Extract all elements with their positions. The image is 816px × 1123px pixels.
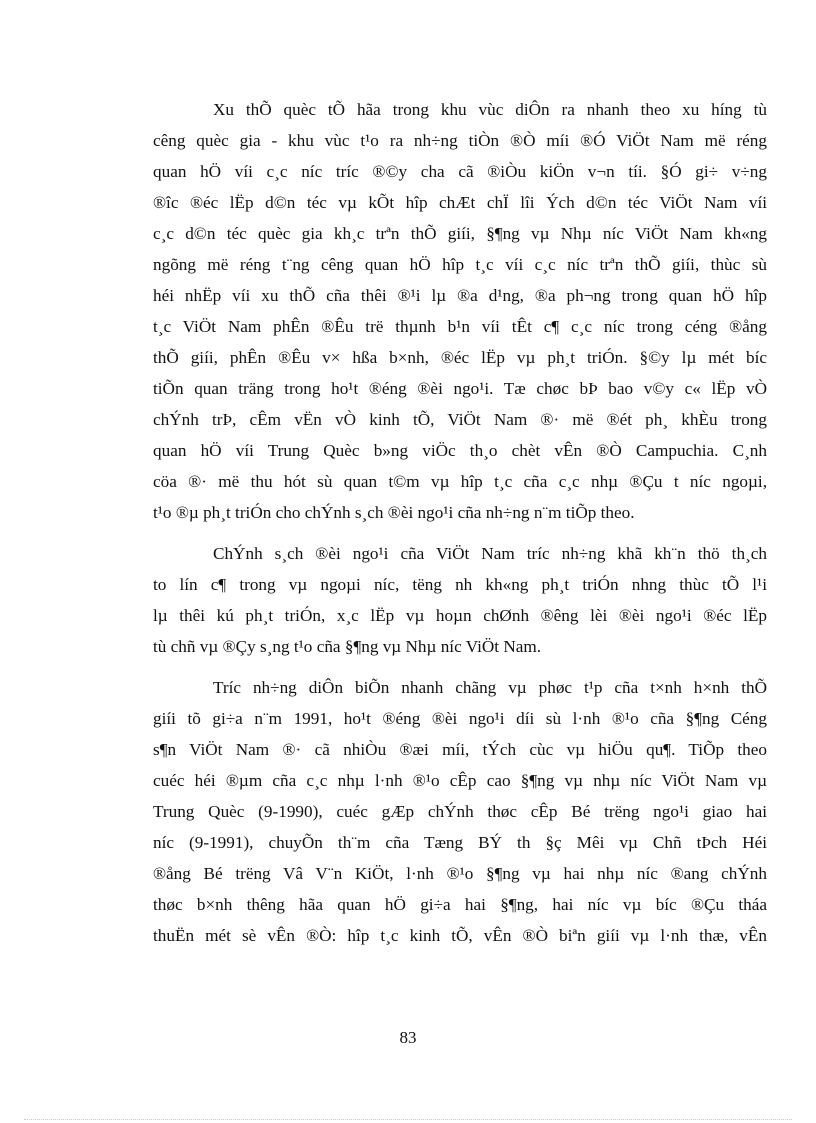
text-line: giíi tõ gi÷a n¨m 1991, ho¹t ®éng ®èi ngo¹i díi sù l·nh ®¹o cña §¶ng Céng [153,709,767,728]
text-line: chÝnh trÞ, cÊm vËn vÒ kinh tÕ, ViÖt Nam ®· më ®ét ph¸ khÈu trong [153,410,767,429]
paragraph-1 [153,94,767,528]
text-line: to lín c¶ trong vµ ngoµi níc, tëng nh kh«ng ph¸t triÓn nhng thùc tÕ l¹i [153,575,767,594]
text-line: thuËn mét sè vÊn ®Ò: hîp t¸c kinh tÕ, vÊn ®Ò biªn giíi vµ l·nh thæ, vÊn [153,926,767,945]
text-line: thÕ giíi, phÊn ®Êu v× hßa b×nh, ®éc lËp vµ ph¸t triÓn. §©y lµ mét bíc [153,348,767,367]
text-line: quan hÖ víi c¸c níc tríc ®©y cha cã ®iÒu kiÖn v¬n tíi. §Ó gi÷ v÷ng [153,162,767,181]
paragraph-3 [153,672,767,951]
text-line: tiÕn quan träng trong ho¹t ®éng ®èi ngo¹i. Tæ chøc bÞ bao v©y c« lËp vÒ [153,379,767,398]
text-line: héi nhËp víi xu thÕ cña thêi ®¹i lµ ®a d¹ng, ®a ph¬ng trong quan hÖ hîp [153,286,767,305]
text-line: ngõng më réng t¨ng cêng quan hÖ hîp t¸c víi c¸c níc trªn thÕ giíi, thùc sù [153,255,767,274]
text-line: ®îc ®éc lËp d©n téc vµ kÕt hîp chÆt chÏ lîi Ých d©n téc ViÖt Nam víi [153,193,767,212]
text-line: Tríc nh÷ng diÔn biÕn nhanh chãng vµ phøc t¹p cña t×nh h×nh thÕ [213,678,767,697]
page-number: 83 [399,1028,417,1047]
text-line: Trung Quèc (9-1990), cuéc gÆp chÝnh thøc cÊp Bé trëng ngo¹i giao hai [153,802,767,821]
text-line: t¹o ®µ ph¸t triÓn cho chÝnh s¸ch ®èi ngo¹i cña nh÷ng n¨m tiÕp theo. [153,503,635,522]
text-line: cuéc héi ®µm cña c¸c nhµ l·nh ®¹o cÊp cao §¶ng vµ nhµ níc ViÖt Nam vµ [153,771,767,790]
text-line: níc (9-1991), chuyÕn th¨m cña Tæng BÝ th §ç Mêi vµ Chñ tÞch Héi [153,833,767,852]
text-body [153,94,767,961]
text-line: c¸c d©n téc quèc gia kh¸c trªn thÕ giíi, §¶ng vµ Nhµ níc ViÖt Nam kh«ng [153,224,767,243]
text-line: lµ thêi kú ph¸t triÓn, x¸c lËp vµ hoµn chØnh ®êng lèi ®èi ngo¹i ®éc lËp [153,606,767,625]
text-line: s¶n ViÖt Nam ®· cã nhiÒu ®æi míi, tÝch cùc vµ hiÖu qu¶. TiÕp theo [153,740,767,759]
text-line: t¸c ViÖt Nam phÊn ®Êu trë thµnh b¹n víi tÊt c¶ c¸c níc trong céng ®ång [153,317,767,336]
text-line: thøc b×nh thêng hãa quan hÖ gi÷a hai §¶ng, hai níc vµ bíc ®Çu tháa [153,895,767,914]
text-line: cêng quèc gia - khu vùc t¹o ra nh÷ng tiÒn ®Ò míi ®Ó ViÖt Nam më réng [153,131,767,150]
text-line: ®ång Bé trëng Vâ V¨n KiÖt, l·nh ®¹o §¶ng vµ hai nhµ níc ®ang chÝnh [153,864,767,883]
text-line: ChÝnh s¸ch ®èi ngo¹i cña ViÖt Nam tríc nh÷ng khã kh¨n thö th¸ch [213,544,767,563]
text-line: cöa ®· më thu hót sù quan t©m vµ hîp t¸c cña c¸c nhµ ®Çu t níc ngoµi, [153,472,767,491]
page-bottom-divider [24,1119,792,1120]
text-line: Xu thÕ quèc tÕ hãa trong khu vùc diÔn ra nhanh theo xu híng tù [213,100,767,119]
text-line: quan hÖ víi Trung Quèc b»ng viÖc th¸o chèt vÊn ®Ò Campuchia. C¸nh [153,441,767,460]
text-line: tù chñ vµ ®Çy s¸ng t¹o cña §¶ng vµ Nhµ níc ViÖt Nam. [153,637,542,656]
paragraph-2 [153,538,767,662]
